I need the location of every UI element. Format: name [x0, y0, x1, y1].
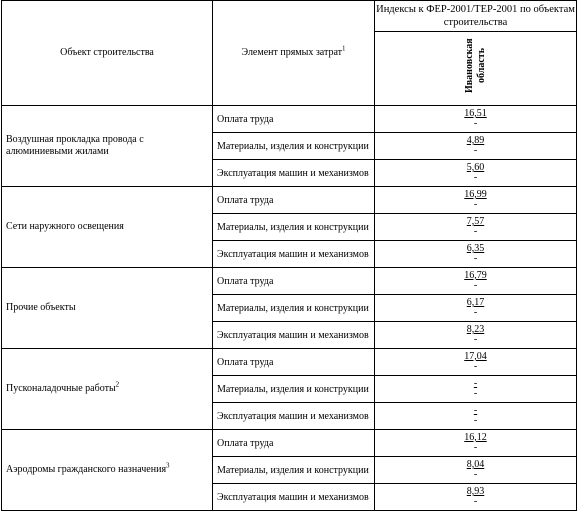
element-cell: Эксплуатация машин и механизмов: [213, 160, 375, 187]
header-indices: [375, 1, 577, 32]
object-name: Воздушная прокладка провода с алюминиевыми жилами: [6, 134, 144, 157]
index-value: 16,12: [464, 432, 487, 443]
index-value-cell: [375, 376, 577, 403]
index-value: 8,23: [466, 324, 485, 335]
index-value-secondary: -: [473, 226, 478, 237]
index-value-cell: [375, 160, 577, 187]
header-indices-label: Индексы к ФЕР-2001/ТЕР-2001 по объектам строительства: [376, 4, 575, 28]
header-element-footnote: 1: [342, 44, 346, 53]
header-region: [375, 32, 577, 106]
index-value-secondary: -: [473, 361, 478, 372]
index-value: -: [473, 405, 478, 416]
index-value-cell: [375, 133, 577, 160]
index-value-secondary: -: [473, 415, 478, 426]
object-footnote: 2: [115, 380, 120, 389]
element-cell: Материалы, изделия и конструкции: [213, 457, 375, 484]
header-element: [213, 1, 375, 106]
object-cell: [2, 349, 213, 430]
header-region-label: Ивановская область: [463, 38, 487, 94]
index-table: [1, 0, 577, 511]
element-cell: Эксплуатация машин и механизмов: [213, 241, 375, 268]
element-cell: Материалы, изделия и конструкции: [213, 376, 375, 403]
table-row: [2, 106, 577, 133]
index-value-cell: [375, 106, 577, 133]
index-value-secondary: -: [473, 469, 478, 480]
index-value-cell: [375, 214, 577, 241]
index-value: 8,04: [466, 459, 485, 470]
index-value-secondary: -: [473, 253, 478, 264]
index-value-cell: [375, 187, 577, 214]
index-value-cell: [375, 457, 577, 484]
index-value-cell: [375, 295, 577, 322]
table-row: [2, 349, 577, 376]
index-value-cell: [375, 349, 577, 376]
object-name: Аэродромы гражданского назначения: [6, 464, 167, 475]
index-value: 16,51: [464, 108, 487, 119]
index-value: 16,99: [464, 189, 487, 200]
header-element-label: Элемент прямых затрат: [241, 47, 343, 58]
index-value-secondary: -: [473, 145, 478, 156]
index-value-cell: [375, 241, 577, 268]
header-object-label: Объект строительства: [60, 47, 154, 58]
index-value: 8,93: [466, 486, 485, 497]
index-value: 17,04: [464, 351, 487, 362]
object-name: Прочие объекты: [6, 302, 76, 313]
element-cell: Материалы, изделия и конструкции: [213, 214, 375, 241]
header-object: [2, 1, 213, 106]
index-value: 6,35: [466, 243, 485, 254]
element-cell: Оплата труда: [213, 349, 375, 376]
index-value-secondary: -: [473, 118, 478, 129]
element-cell: Эксплуатация машин и механизмов: [213, 403, 375, 430]
element-cell: Оплата труда: [213, 187, 375, 214]
object-cell: [2, 268, 213, 349]
index-value-cell: [375, 430, 577, 457]
index-value-secondary: -: [473, 496, 478, 507]
object-cell: [2, 187, 213, 268]
object-cell: [2, 430, 213, 511]
index-value-cell: [375, 403, 577, 430]
element-cell: Материалы, изделия и конструкции: [213, 133, 375, 160]
index-value: 5,60: [466, 162, 485, 173]
index-value: 6,17: [466, 297, 485, 308]
element-cell: Эксплуатация машин и механизмов: [213, 484, 375, 511]
object-cell: [2, 106, 213, 187]
object-name: Сети наружного освещения: [6, 221, 124, 232]
index-value: 4,89: [466, 135, 485, 146]
element-cell: Оплата труда: [213, 106, 375, 133]
element-cell: Эксплуатация машин и механизмов: [213, 322, 375, 349]
index-value-secondary: -: [473, 172, 478, 183]
index-value: 16,79: [464, 270, 487, 281]
index-value: -: [473, 378, 478, 389]
table-row: [2, 268, 577, 295]
index-value-secondary: -: [473, 199, 478, 210]
element-cell: Оплата труда: [213, 268, 375, 295]
object-footnote: 3: [166, 461, 170, 470]
index-value-cell: [375, 322, 577, 349]
table-row: [2, 430, 577, 457]
table-body: [2, 106, 577, 511]
object-name: Пусконаладочные работы: [6, 383, 116, 394]
element-cell: Оплата труда: [213, 430, 375, 457]
index-value-secondary: -: [473, 280, 478, 291]
index-value-secondary: -: [473, 334, 478, 345]
index-value-secondary: -: [473, 388, 478, 399]
table-row: [2, 187, 577, 214]
index-value-secondary: -: [473, 307, 478, 318]
element-cell: Материалы, изделия и конструкции: [213, 295, 375, 322]
index-value-cell: [375, 268, 577, 295]
index-value: 7,57: [466, 216, 485, 227]
index-value-cell: [375, 484, 577, 511]
index-value-secondary: -: [473, 442, 478, 453]
